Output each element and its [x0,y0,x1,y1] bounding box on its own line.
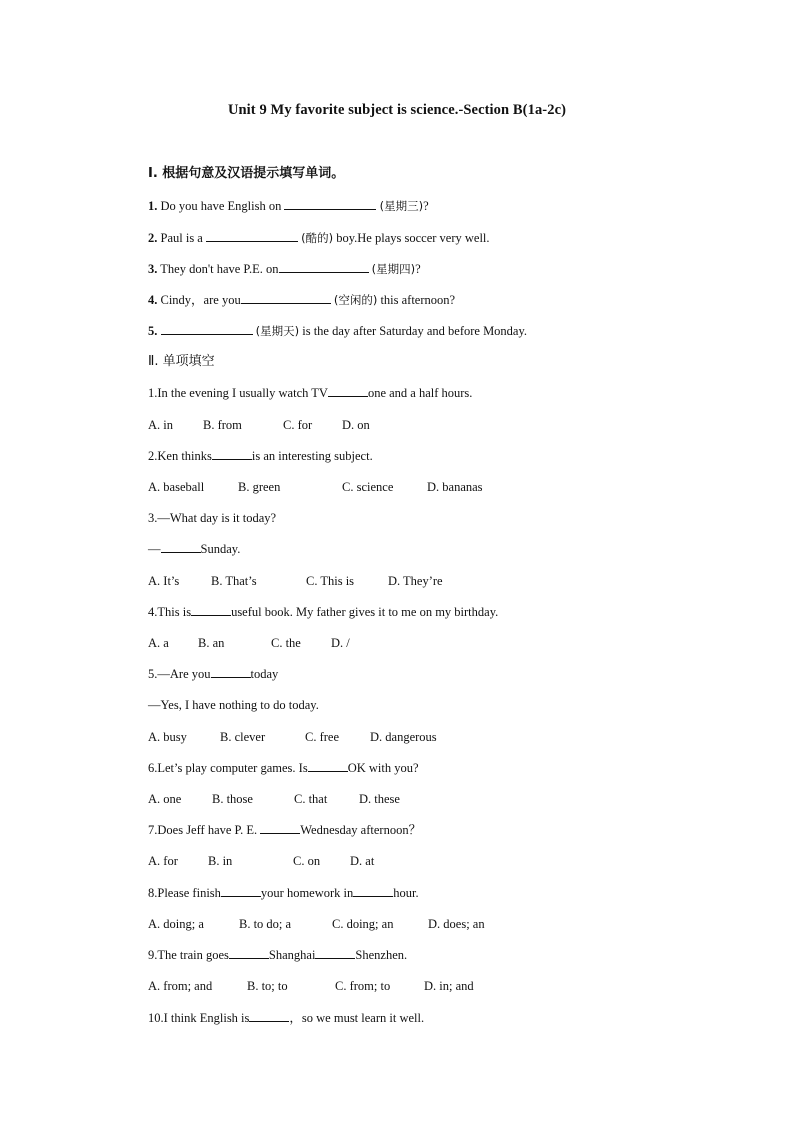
option-b[interactable]: B. to do; a [239,917,292,931]
question-10-stem [148,1010,424,1026]
answer-blank[interactable] [353,885,393,897]
stem-text: Sunday. [200,542,241,556]
option-b[interactable]: B. green [238,480,281,494]
stem-text: one and a half hours. [367,386,473,400]
page-title: Unit 9 My favorite subject is science.-Section B(1a-2c) [227,102,567,118]
answer-blank[interactable] [161,541,201,553]
option-a[interactable]: A. It’s [148,574,180,588]
stem-text: — [148,542,161,556]
question-9-stem [148,947,407,963]
option-b[interactable]: B. an [198,636,225,650]
stem-text: 1.In the evening I usually watch TV [148,386,328,400]
option-a[interactable]: A. in [148,418,173,432]
item-text-before: They don't have P.E. on [160,262,279,276]
option-c[interactable]: C. This is [306,574,355,588]
option-d[interactable]: D. on [342,418,370,432]
option-a[interactable]: A. one [148,792,182,806]
option-c[interactable]: C. for [283,418,313,432]
question-4-stem [148,604,498,620]
stem-text: 7.Does Jeff have P. E. [148,823,258,837]
answer-blank[interactable] [229,947,269,959]
item-number: 4. [148,293,158,307]
stem-text: Shenzhen. [355,948,408,962]
option-c[interactable]: C. doing; an [332,917,394,931]
answer-blank[interactable] [241,292,331,304]
option-c[interactable]: C. free [305,730,340,744]
question-6-stem [148,760,419,776]
item-text-before: Paul is a [160,231,203,245]
item-text-after: is the day after Saturday and before Monday. [299,324,528,338]
stem-text: Shanghai [268,948,316,962]
option-d[interactable]: D. at [350,854,375,868]
stem-text: hour. [393,886,419,900]
stem-text: 4.This is [148,605,192,619]
question-1-stem [148,385,472,401]
answer-blank[interactable] [328,385,368,397]
question-3-reply [148,541,240,557]
answer-blank[interactable] [249,1010,289,1022]
question-6-options [148,791,400,807]
option-a[interactable]: A. busy [148,730,187,744]
stem-text: 8.Please finish [148,886,221,900]
stem-text: 10.I think English is [148,1011,250,1025]
question-5-stem [148,666,278,682]
fill-item-3 [148,261,421,277]
question-1-options [148,417,370,433]
question-5-reply: —Yes, I have nothing to do today. [148,698,319,712]
item-text-after: ? [415,262,421,276]
stem-text: useful book. My father gives it to me on my birthday. [231,605,499,619]
answer-blank[interactable] [279,261,369,273]
question-2-stem [148,448,373,464]
item-text-before: Do you have English on [160,199,282,213]
answer-blank[interactable] [260,822,300,834]
chinese-hint: (星期天) [255,324,300,338]
option-a[interactable]: A. doing; a [148,917,204,931]
answer-blank[interactable] [191,604,231,616]
option-b[interactable]: B. in [208,854,233,868]
item-text-before: Cindy，are you [160,293,241,307]
answer-blank[interactable] [308,760,348,772]
option-d[interactable]: D. does; an [428,917,485,931]
chinese-hint: (星期四) [371,262,416,276]
option-a[interactable]: A. baseball [148,480,205,494]
option-c[interactable]: C. that [294,792,328,806]
stem-text: 6.Let’s play computer games. Is [148,761,308,775]
item-text-after: boy.He plays soccer very well. [333,231,490,245]
fill-item-5 [148,323,527,339]
option-a[interactable]: A. for [148,854,178,868]
stem-text: is an interesting subject. [251,449,373,463]
question-5-options [148,729,437,745]
option-b[interactable]: B. from [203,418,242,432]
chinese-hint: (酷的) [301,231,334,245]
option-d[interactable]: D. these [359,792,400,806]
option-c[interactable]: C. from; to [335,979,391,993]
item-number: 5. [148,324,158,338]
option-c[interactable]: C. on [293,854,321,868]
option-b[interactable]: B. clever [220,730,266,744]
option-b[interactable]: B. That’s [211,574,257,588]
answer-blank[interactable] [221,885,261,897]
question-9-options [148,978,474,994]
option-d[interactable]: D. They’re [388,574,443,588]
option-d[interactable]: D. in; and [424,979,474,993]
answer-blank[interactable] [315,947,355,959]
section-2-heading: Ⅱ. 单项填空 [148,354,215,369]
option-a[interactable]: A. from; and [148,979,213,993]
stem-text: Wednesday afternoon？ [300,823,422,837]
item-number: 2. [148,231,158,245]
stem-text: 5.—Are you [148,667,211,681]
question-8-options [148,916,485,932]
answer-blank[interactable] [161,323,253,335]
question-2-options [148,479,483,495]
question-7-options [148,853,374,869]
stem-text: today [250,667,279,681]
fill-item-1 [148,198,429,214]
question-8-stem [148,885,419,901]
item-number: 1. [148,199,158,213]
stem-text: 9.The train goes [148,948,229,962]
option-d[interactable]: D. dangerous [370,730,437,744]
option-c[interactable]: C. the [271,636,301,650]
item-text-after: ? [423,199,429,213]
stem-text: your homework in [260,886,354,900]
option-d[interactable]: D. / [331,636,350,650]
fill-item-2 [148,230,490,246]
option-b[interactable]: B. to; to [247,979,288,993]
stem-text: 2.Ken thinks [148,449,212,463]
answer-blank[interactable] [212,448,252,460]
section-1-heading: Ⅰ. 根据句意及汉语提示填写单词。 [148,166,345,181]
option-c[interactable]: C. science [342,480,394,494]
item-number: 3. [148,262,158,276]
answer-blank[interactable] [284,198,376,210]
question-7-stem [148,822,421,838]
question-3-stem: 3.—What day is it today? [148,511,277,525]
option-d[interactable]: D. bananas [427,480,483,494]
answer-blank[interactable] [206,230,298,242]
chinese-hint: (星期三) [379,199,424,213]
chinese-hint: (空闲的) [333,293,378,307]
question-3-options [148,573,443,589]
answer-blank[interactable] [211,666,251,678]
stem-text: OK with you? [347,761,419,775]
question-4-options [148,635,350,651]
option-a[interactable]: A. a [148,636,169,650]
item-text-after: this afternoon? [377,293,456,307]
fill-item-4 [148,292,455,308]
option-b[interactable]: B. those [212,792,253,806]
stem-text: ，so we must learn it well. [289,1011,425,1025]
